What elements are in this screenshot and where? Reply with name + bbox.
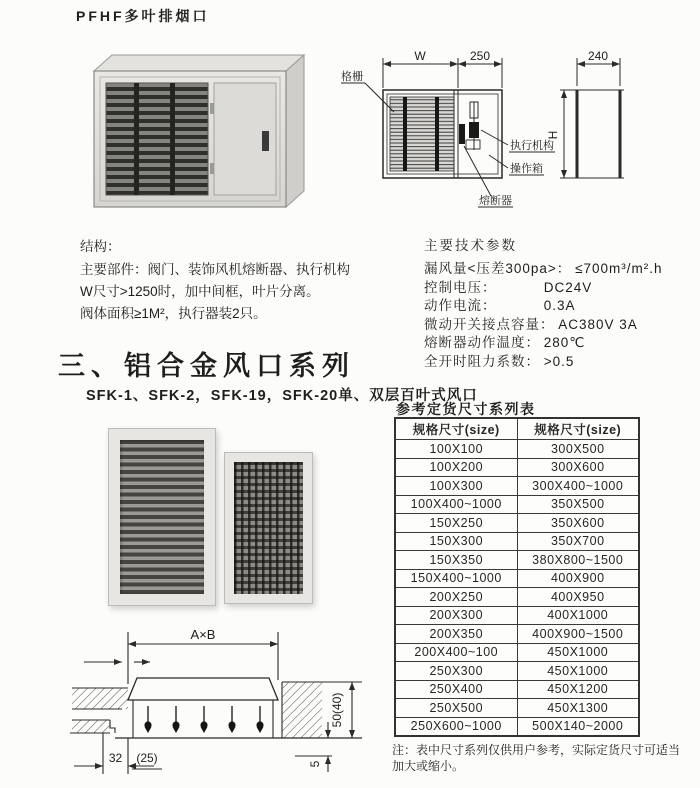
- structure-lines: [80, 259, 420, 325]
- dim-label-240: 240: [587, 49, 609, 63]
- fuse-label: 熔断器: [479, 195, 512, 207]
- technical-diagram: [340, 38, 700, 223]
- size-cell: 450X1000: [517, 662, 639, 681]
- structure-section: [80, 236, 420, 324]
- size-cell: 500X140~2000: [517, 717, 639, 736]
- table-row: [395, 643, 639, 662]
- dim-label-w: W: [414, 49, 426, 63]
- table-row: [395, 680, 639, 699]
- size-cell: 150X350: [395, 551, 517, 570]
- table-row: [395, 514, 639, 533]
- size-cell: 100X300: [395, 477, 517, 496]
- tech-param-row: [424, 276, 700, 295]
- table-row: [395, 625, 639, 644]
- product-photo: [82, 45, 322, 217]
- size-cell: 380X800~1500: [517, 551, 639, 570]
- dim-label-50-40: 50(40): [330, 692, 344, 728]
- dim-label-h: H: [546, 130, 560, 140]
- tech-param-value: >0.5: [543, 353, 575, 369]
- control-box-label: 操作箱: [510, 163, 543, 175]
- size-cell: 200X250: [395, 588, 517, 607]
- size-cell: 250X600~1000: [395, 717, 517, 736]
- size-cell: 300X600: [517, 458, 639, 477]
- size-cell: 450X1300: [517, 699, 639, 718]
- dim-label-axb: A×B: [190, 627, 216, 642]
- tech-param-row: [424, 257, 700, 276]
- size-cell: 150X300: [395, 532, 517, 551]
- structure-line: 主要部件：阀门、装饰风机熔断器、执行机构: [80, 261, 350, 277]
- size-cell: 300X500: [517, 440, 639, 459]
- blade-arrows: [144, 706, 263, 733]
- size-cell: 100X400~1000: [395, 495, 517, 514]
- table-row: [395, 588, 639, 607]
- size-cell: 350X500: [517, 495, 639, 514]
- size-cell: 400X900~1500: [517, 625, 639, 644]
- size-cell: 450X1200: [517, 680, 639, 699]
- tech-param-row: [424, 313, 700, 332]
- size-cell: 200X400~100: [395, 643, 517, 662]
- page-title: PFHF多叶排烟口: [76, 8, 210, 24]
- installation-drawing: [70, 612, 400, 788]
- tech-param-value: 280℃: [543, 335, 586, 350]
- size-cell: 150X250: [395, 514, 517, 533]
- structure-line: W尺寸>1250时，加中间框，叶片分离。: [80, 283, 320, 299]
- size-cell: 400X1000: [517, 606, 639, 625]
- size-table-title: 参考定货尺寸系列表: [396, 401, 536, 417]
- tech-params-heading: 主要技术参数: [424, 238, 517, 253]
- tech-params-list: [424, 257, 700, 368]
- table-row: [395, 477, 639, 496]
- actuator-shape: [469, 122, 479, 138]
- size-column-header: 规格尺寸(size): [395, 418, 517, 440]
- size-table-body: [395, 440, 639, 737]
- size-table: [394, 417, 640, 737]
- table-row: [395, 662, 639, 681]
- grille-label: 格栅: [341, 71, 363, 83]
- grid-grille-photo: [224, 452, 313, 604]
- dim-label-25: (25): [136, 751, 158, 765]
- dim-label-32: 32: [108, 751, 123, 765]
- tech-param-value: ≤700m³/m².h: [575, 261, 663, 276]
- table-row: [395, 606, 639, 625]
- table-row: [395, 717, 639, 736]
- table-header-row: [395, 418, 639, 440]
- side-view: [560, 58, 624, 178]
- tech-param-row: [424, 331, 700, 350]
- grid-cells: [234, 462, 303, 594]
- tech-param-value: AC380V 3A: [558, 316, 638, 332]
- tech-param-label: 全开时阻力系数：: [424, 353, 540, 369]
- actuator-label: 执行机构: [510, 140, 554, 152]
- tech-params-section: [424, 234, 700, 368]
- size-cell: 350X600: [517, 514, 639, 533]
- structure-line: 阀体面积≥1M²，执行器装2只。: [80, 305, 267, 321]
- door-handle: [262, 131, 269, 151]
- section-heading: 三、铝合金风口系列: [58, 351, 355, 381]
- table-row: [395, 551, 639, 570]
- section-subtitle: SFK-1、SFK-2，SFK-19，SFK-20单、双层百叶式风口: [86, 388, 478, 404]
- size-cell: 200X300: [395, 606, 517, 625]
- size-column-header: 规格尺寸(size): [517, 418, 639, 440]
- size-cell: 150X400~1000: [395, 569, 517, 588]
- size-cell: 350X700: [517, 532, 639, 551]
- size-cell: 400X900: [517, 569, 639, 588]
- size-cell: 300X400~1000: [517, 477, 639, 496]
- louver-grille-photo: [108, 428, 216, 606]
- tech-param-row: [424, 294, 700, 313]
- table-row: [395, 699, 639, 718]
- size-cell: 450X1000: [517, 643, 639, 662]
- front-view: [341, 58, 555, 207]
- louver-slats: [120, 440, 204, 594]
- dim-label-5: 5: [308, 760, 322, 768]
- size-cell: 200X350: [395, 625, 517, 644]
- tech-param-label: 熔断器动作温度：: [424, 335, 540, 350]
- size-cell: 250X500: [395, 699, 517, 718]
- tech-param-label: 漏风量<压差300pa>：: [424, 261, 572, 276]
- tech-param-value: DC24V: [543, 279, 593, 295]
- table-note: 注：表中尺寸系列仅供用户参考，实际定货尺寸可适当加大或缩小。: [392, 743, 681, 774]
- louver-window: [106, 83, 208, 195]
- tech-param-label: 动作电流：: [424, 298, 497, 313]
- vent-unit-box: [94, 55, 304, 207]
- structure-heading: 结构：: [80, 239, 121, 254]
- tech-param-label: 微动开关接点容量：: [424, 316, 555, 332]
- dim-label-250: 250: [469, 49, 491, 63]
- tech-param-value: 0.3A: [543, 298, 576, 313]
- table-row: [395, 458, 639, 477]
- tech-param-row: [424, 350, 700, 369]
- table-row: [395, 440, 639, 459]
- fuse-shape: [459, 124, 465, 144]
- size-cell: 100X200: [395, 458, 517, 477]
- size-cell: 400X950: [517, 588, 639, 607]
- tech-param-label: 控制电压：: [424, 279, 497, 295]
- table-row: [395, 532, 639, 551]
- size-cell: 250X400: [395, 680, 517, 699]
- table-row: [395, 569, 639, 588]
- size-cell: 250X300: [395, 662, 517, 681]
- size-cell: 100X100: [395, 440, 517, 459]
- table-row: [395, 495, 639, 514]
